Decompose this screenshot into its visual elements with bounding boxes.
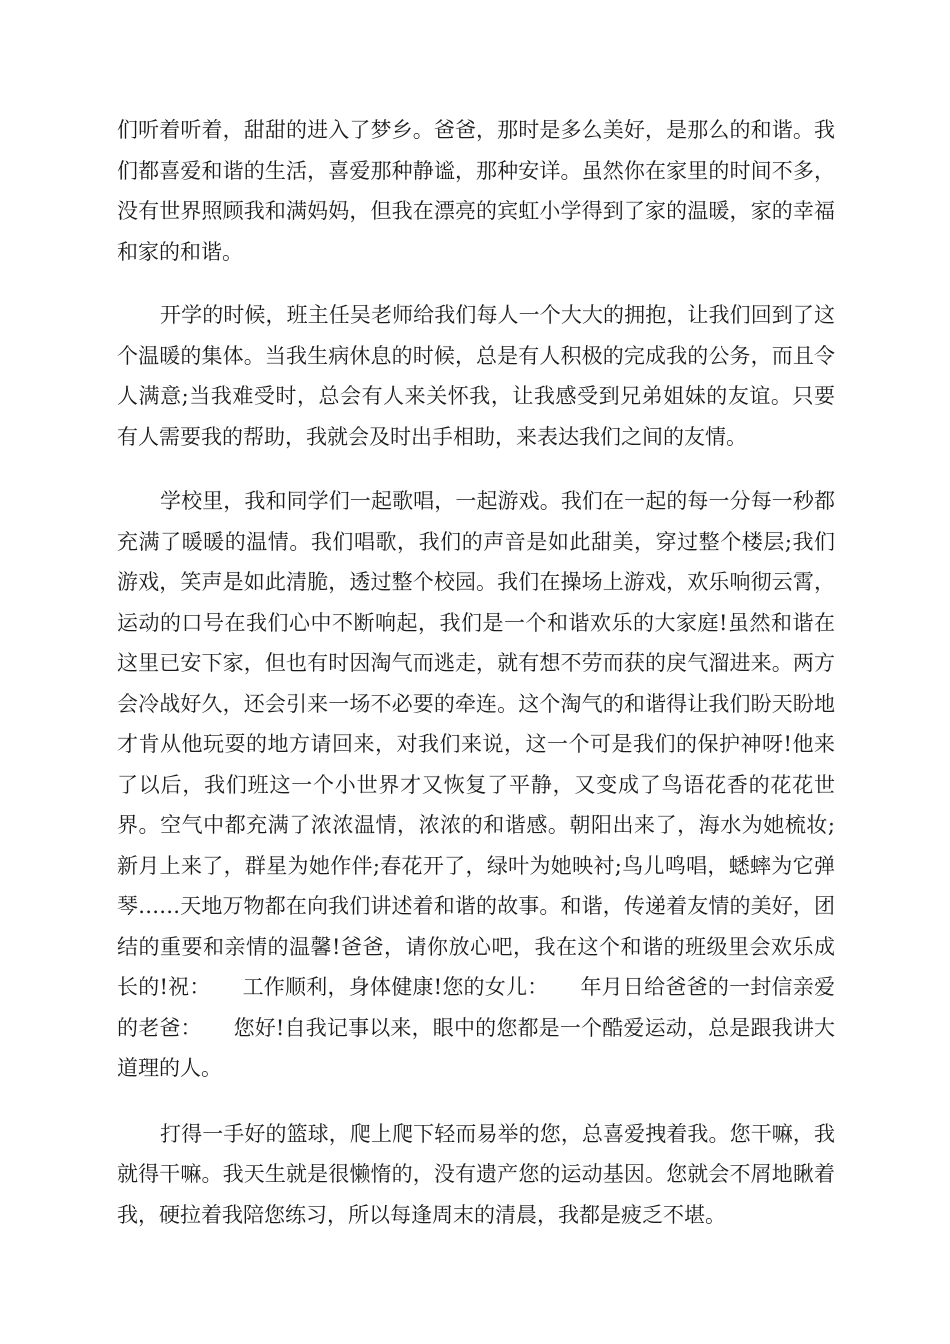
- document-body: [117, 110, 835, 1235]
- paragraph-4: 打得一手好的篮球，爬上爬下轻而易举的您，总喜爱拽着我。您干嘛，我就得干嘛。我天生就是很懒惰的，没有遗产您的运动基因。您就会不屑地瞅着我，硬拉着我陪您练习，所以每逢周末的清晨，我都是疲乏不堪。: [117, 1121, 835, 1227]
- paragraph-1: 们听着听着，甜甜的进入了梦乡。爸爸，那时是多么美好，是那么的和谐。我们都喜爱和谐的生活，喜爱那种静谧，那种安详。虽然你在家里的时间不多，没有世界照顾我和满妈妈，但我在漂亮的宾虹小学得到了家的温暖，家的幸福和家的和谐。: [117, 118, 835, 264]
- paragraph-2: 开学的时候，班主任吴老师给我们每人一个大大的拥抱，让我们回到了这个温暖的集体。当我生病休息的时候，总是有人积极的完成我的公务，而且令人满意;当我难受时，总会有人来关怀我，让我感受到兄弟姐妹的友谊。只要有人需要我的帮助，我就会及时出手相助，来表达我们之间的友情。: [117, 303, 835, 449]
- paragraph-3: 学校里，我和同学们一起歌唱，一起游戏。我们在一起的每一分每一秒都充满了暖暖的温情。我们唱歌，我们的声音是如此甜美，穿过整个楼层;我们游戏，笑声是如此清脆，透过整个校园。我们在操场上游戏，欢乐响彻云霄，运动的口号在我们心中不断响起，我们是一个和谐欢乐的大家庭!虽然和谐在这里已安下家，但也有时因淘气而逃走，就有想不劳而获的戾气溜进来。两方会冷战好久，还会引来一场不必要的牵连。这个淘气的和谐得让我们盼天盼地才肯从他玩耍的地方请回来，对我们来说，这一个可是我们的保护神呀!他来了以后，我们班这一个小世界才又恢复了平静，又变成了鸟语花香的花花世界。空气中都充满了浓浓温情，浓浓的和谐感。朝阳出来了，海水为她梳妆;新月上来了，群星为她作伴;春花开了，绿叶为她映衬;鸟儿鸣唱，蟋蟀为它弹琴……天地万物都在向我们讲述着和谐的故事。和谐，传递着友情的美好，团结的重要和亲情的温馨!爸爸，请你放心吧，我在这个和谐的班级里会欢乐成长的!祝： 工作顺利，身体健康!您的女儿： 年月日给爸爸的一封信亲爱的老爸： 您好!自我记事以来，眼中的您都是一个酷爱运动，总是跟我讲大道理的人。: [117, 489, 835, 1080]
